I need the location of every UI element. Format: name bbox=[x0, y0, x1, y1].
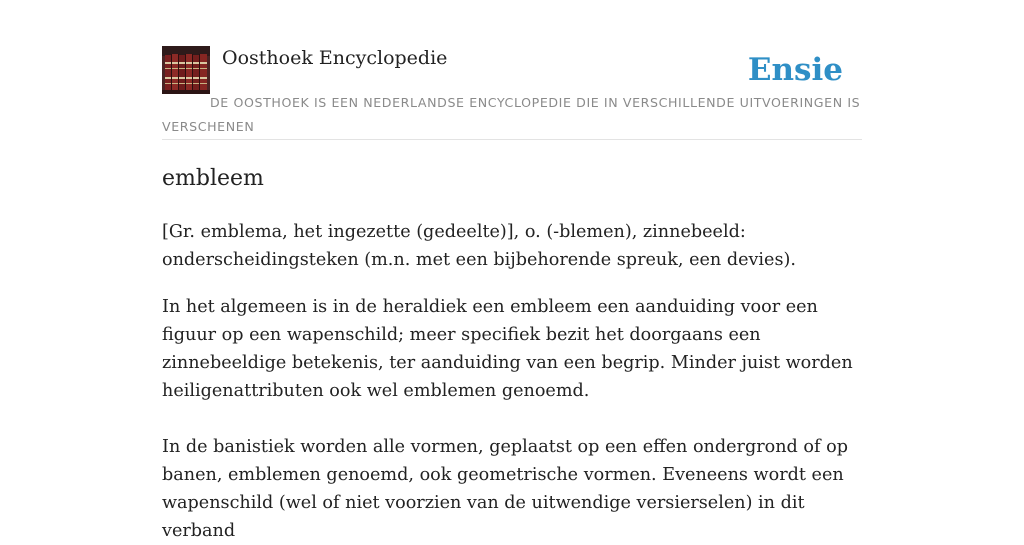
site-tagline: DE OOSTHOEK IS EEN NEDERLANDSE ENCYCLOPEDIE DIE IN VERSCHILLENDE UITVOERINGEN IS VERSCHENEN bbox=[162, 95, 861, 134]
site-name-link[interactable]: Oosthoek Encyclopedie bbox=[222, 47, 448, 69]
bookshelf-icon[interactable] bbox=[162, 46, 210, 94]
article-title: embleem bbox=[162, 166, 264, 191]
site-header bbox=[162, 46, 862, 140]
article-paragraph-2: In het algemeen is in de heraldiek een embleem een aanduiding voor een figuur op een wapenschild; meer specifiek bezit het doorgaans een zinnebeeldige betekenis, ter aanduiding van een begrip. Minder juist worden heiligenattributen ook wel emblemen genoemd. bbox=[162, 297, 853, 401]
article-paragraph-3: In de banistiek worden alle vormen, geplaatst op een effen ondergrond of op banen, emblemen genoemd, ook geometrische vormen. Eveneens wordt een wapenschild (wel of niet voorzien van de uitwendige versierselen) in dit verband bbox=[162, 437, 848, 541]
article-body bbox=[162, 160, 862, 545]
brand-logo-link[interactable]: Ensie bbox=[747, 52, 843, 88]
article-paragraph-1: [Gr. emblema, het ingezette (gedeelte)], o. (-blemen), zinnebeeld: onderscheidingsteken (m.n. met een bijbehorende spreuk, een devies). bbox=[162, 222, 796, 270]
